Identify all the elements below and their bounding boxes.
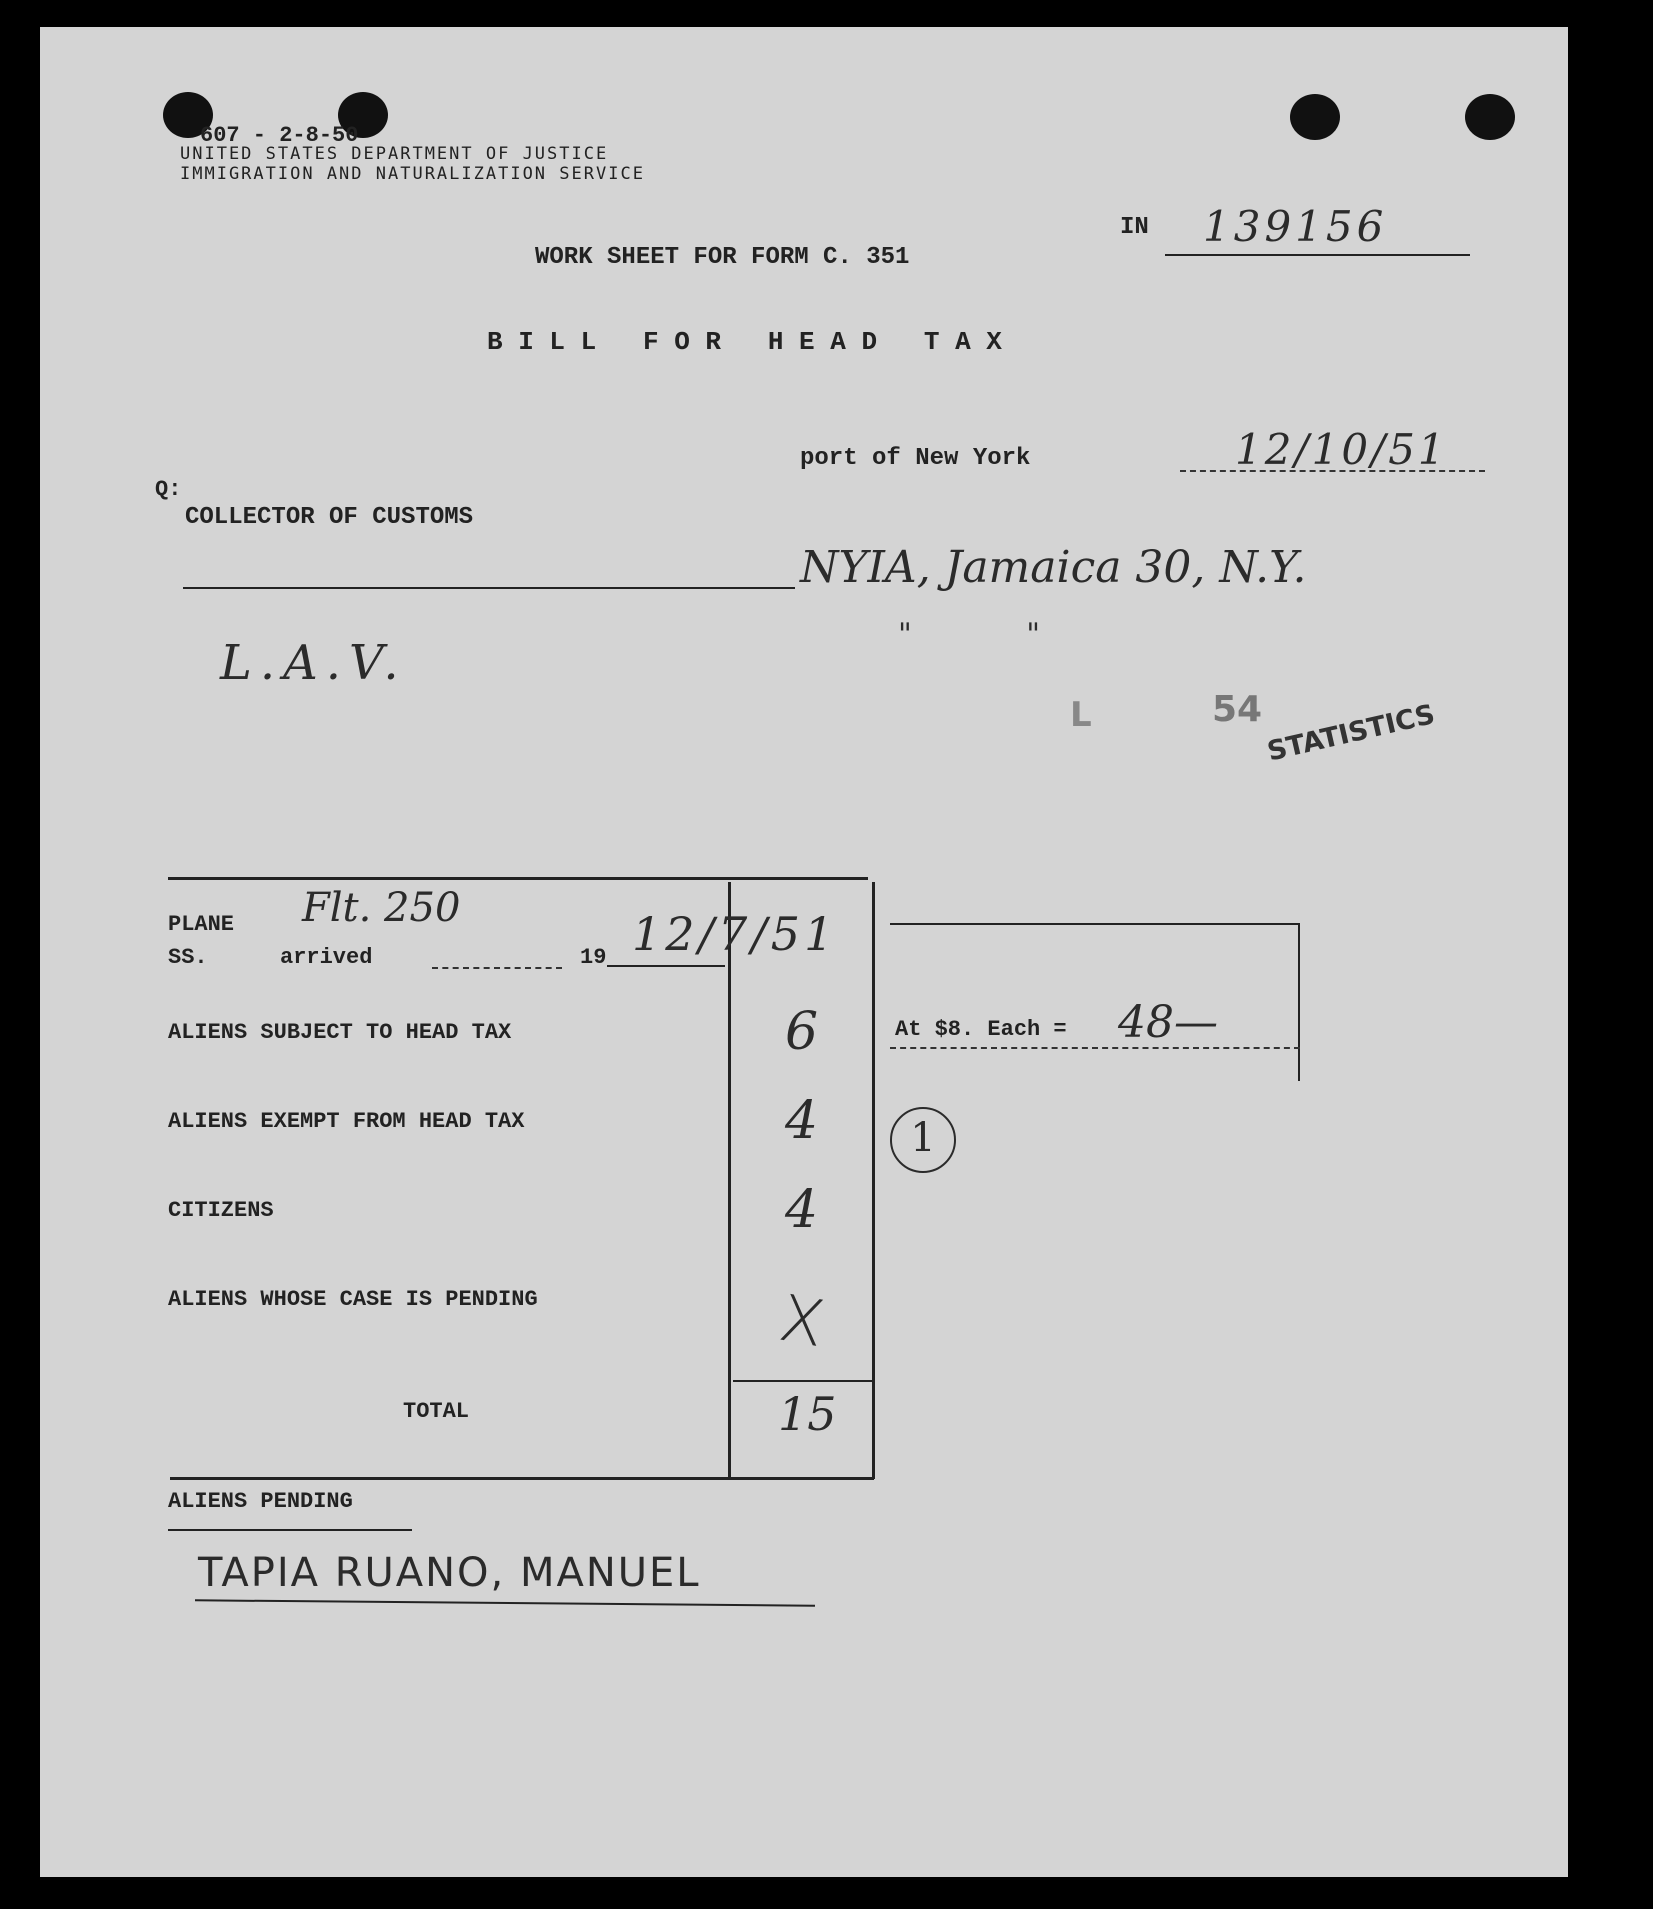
year-prefix: 19 (580, 945, 607, 970)
port-date-underline (1180, 470, 1485, 472)
circled-note (890, 1107, 956, 1173)
stamp-number: 54 (1212, 689, 1263, 730)
plane-label: PLANE (168, 912, 235, 937)
ditto-marks: " " (898, 617, 1041, 652)
work-sheet-title: WORK SHEET FOR FORM C. 351 (535, 244, 910, 271)
row-value-pending: X (773, 1281, 830, 1363)
collector-label: COLLECTOR OF CUSTOMS (185, 504, 474, 531)
table-divider (728, 882, 731, 1479)
department-name: UNITED STATES DEPARTMENT OF JUSTICE (180, 144, 609, 164)
table-bottom-rule (170, 1477, 874, 1480)
faded-letter: L (1070, 695, 1092, 735)
row-label-pending: ALIENS WHOSE CASE IS PENDING (168, 1287, 538, 1312)
document-page (40, 27, 1568, 1877)
row-label-subject: ALIENS SUBJECT TO HEAD TAX (168, 1020, 512, 1045)
statistics-stamp: STATISTICS (1264, 698, 1438, 768)
bill-title: B I L L F O R H E A D T A X (487, 327, 1002, 357)
service-name: IMMIGRATION AND NATURALIZATION SERVICE (180, 164, 645, 184)
in-number-underline (1165, 254, 1470, 256)
aliens-pending-underline (168, 1529, 412, 1531)
punch-hole (1290, 94, 1340, 140)
row-label-exempt: ALIENS EXEMPT FROM HEAD TAX (168, 1109, 525, 1134)
aliens-pending-label: ALIENS PENDING (168, 1489, 353, 1514)
form-code: 607 - 2-8-50 (200, 123, 359, 148)
ss-label: SS. (168, 945, 208, 970)
total-value: 15 (778, 1387, 837, 1441)
pending-alien-name: TAPIA RUANO, MANUEL (198, 1550, 701, 1596)
total-label: TOTAL (403, 1399, 470, 1424)
circled-note-number: 1 (910, 1115, 936, 1161)
location-handwritten: NYIA, Jamaica 30, N.Y. (800, 542, 1307, 593)
tax-rate-label: At $8. Each = (895, 1017, 1067, 1042)
agency-header (180, 144, 645, 184)
arrival-date-line (432, 967, 562, 969)
to-prefix: Q: (155, 477, 182, 502)
total-separator (733, 1380, 872, 1382)
arrived-label: arrived (280, 945, 373, 970)
row-value-citizens: 4 (785, 1180, 819, 1240)
tax-box-right (1298, 923, 1300, 1081)
in-number-value: 139156 (1203, 202, 1388, 251)
carrier-handwritten: L.A.V. (220, 635, 407, 691)
pending-name-strikeline (195, 1599, 815, 1606)
address-line (183, 587, 795, 589)
table-right-border (872, 882, 875, 1479)
tax-amount: 48— (1118, 997, 1218, 1048)
port-label: port of New York (800, 445, 1031, 472)
year-underline (607, 965, 725, 967)
tax-box-top (890, 923, 1300, 925)
flight-handwritten: Flt. 250 (302, 885, 461, 931)
row-label-citizens: CITIZENS (168, 1198, 274, 1223)
punch-hole (1465, 94, 1515, 140)
arrival-date-handwritten: 12/7/51 (632, 907, 838, 961)
table-top-rule (168, 877, 868, 880)
port-date: 12/10/51 (1235, 425, 1448, 474)
in-number-label: IN (1120, 214, 1149, 241)
row-value-subject: 6 (785, 1002, 819, 1062)
row-value-exempt: 4 (785, 1091, 819, 1151)
tax-box-bottom (890, 1047, 1300, 1049)
